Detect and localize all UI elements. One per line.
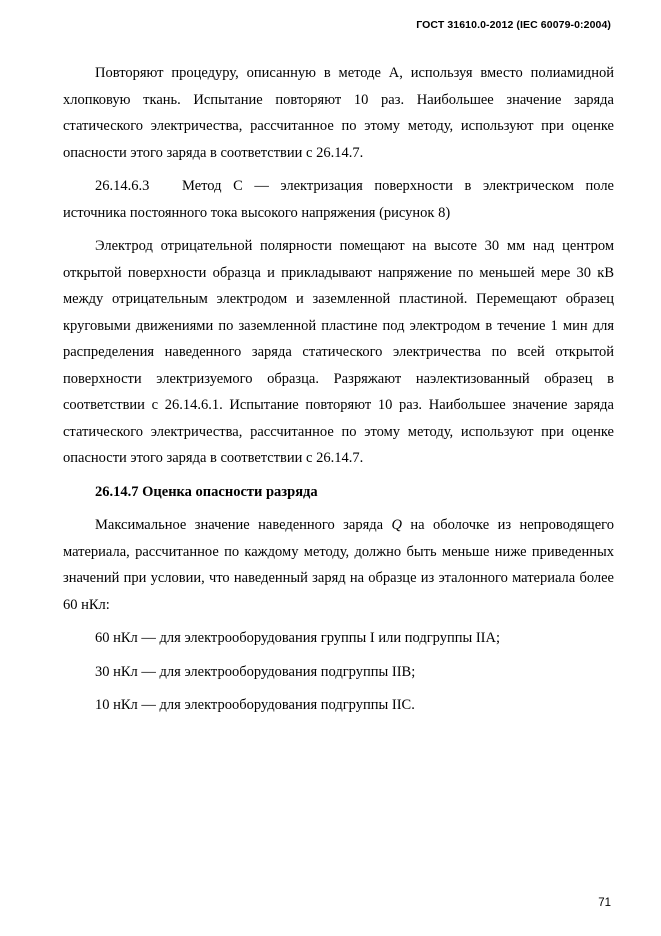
page-number: 71 bbox=[598, 897, 611, 909]
limit-item-group-iib: 30 нКл — для электрооборудования подгруппы IIB; bbox=[95, 663, 416, 680]
clause-title: Метод С — электризация поверхности в электрическом поле источника постоянного тока высокого напряжения (рисунок 8) bbox=[63, 178, 614, 221]
charge-limit-text-end: на оболочке из непроводящего материала, рассчитанное по каждому методу, должно быть меньше ниже приведенных значений при условии, что наведенный заряд на образце из эталонного материала более 60 нКл: bbox=[63, 517, 614, 613]
paragraph-charge-limit bbox=[63, 512, 614, 618]
clause-number: 26.14.6.3 bbox=[95, 178, 150, 194]
clause-26-14-6-3 bbox=[63, 173, 614, 226]
paragraph-method-c: Электрод отрицательной полярности помещают на высоте 30 мм над центром открытой поверхности образца и прикладывают напряжение по меньшей мере 30 кВ между отрицательным электродом и заземленной пластиной. Перемещают образец круговыми движениями по заземленной пластине под электродом в течение 1 мин для распределения наведенного заряда статического электричества по всей открытой поверхности электризуемого образца. Разряжают наэлектизованный образец в соответствии с 26.14.6.1. Испытание повторяют 10 раз. Наибольшее значение заряда статического электричества, рассчитанное по этому методу, используют при оценке опасности этого заряда в соответствии с 26.14.7. bbox=[63, 238, 614, 466]
charge-symbol: Q bbox=[391, 517, 402, 533]
charge-limit-text-start: Максимальное значение наведенного заряда bbox=[95, 517, 392, 533]
paragraph-method-b-repeat: Повторяют процедуру, описанную в методе А, используя вместо полиамидной хлопковую ткань. Испытание повторяют 10 раз. Наибольшее значение заряда статического электричества, рассчитанное по этому методу, используют при оценке опасности этого заряда в соответствии с 26.14.7. bbox=[63, 65, 614, 161]
limit-item-group-i: 60 нКл — для электрооборудования группы I или подгруппы IIA; bbox=[95, 630, 501, 646]
limit-item-group-iic: 10 нКл — для электрооборудования подгруппы IIC. bbox=[95, 697, 415, 713]
document-body bbox=[63, 60, 614, 719]
section-heading: 26.14.7 Оценка опасности разряда bbox=[95, 483, 318, 500]
document-header: ГОСТ 31610.0-2012 (IEC 60079-0:2004) bbox=[416, 19, 611, 31]
